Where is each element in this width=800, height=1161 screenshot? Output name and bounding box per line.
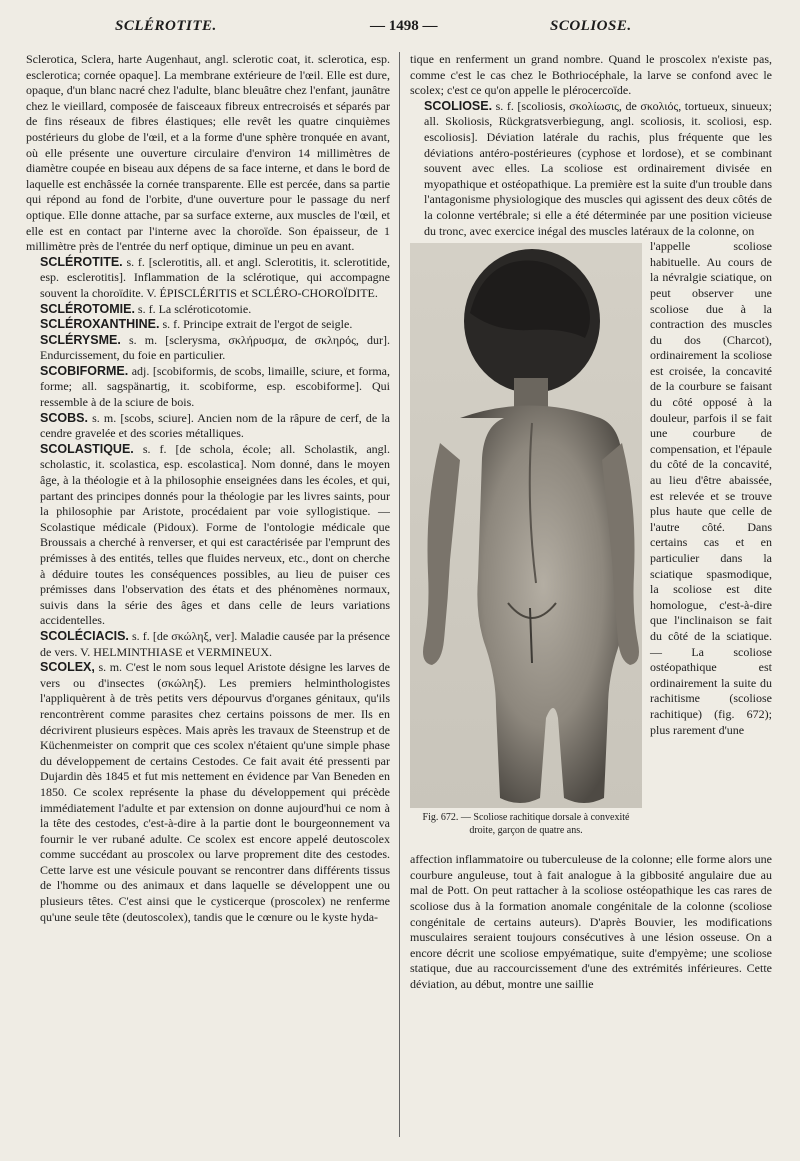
entry-text: s. f. La scléroticotomie.	[137, 301, 252, 316]
entry-text: adj. [scobiformis, de scobs, limaille, sciure, et forma, forme; all. sagspänartig, it. scobiforme, esp. escobiforme]. Qui ressemble à de la sciure de bois.	[40, 363, 390, 410]
entry-headword: SCOBIFORME.	[40, 363, 129, 378]
page-header	[20, 14, 780, 42]
dictionary-entry	[26, 629, 390, 660]
dictionary-entry	[26, 317, 390, 333]
child-back-illustration	[410, 243, 642, 808]
left-column	[26, 52, 390, 1142]
page-number: — 1498 —	[370, 18, 438, 34]
figure-caption: Fig. 672. — Scoliose rachitique dorsale à convexité droite, garçon de quatre ans.	[422, 812, 630, 836]
entry-text: s. m. [sclerysma, σκλήρυσμα, de σκληρός, dur]. Endurcissement, du foie en particulier.	[40, 332, 390, 363]
entry-text: s. f. [scoliosis, σκολίωσις, de σκολιός, tortueux, sinueux; all. Skoliosis, Rückgratsverbiegung, angl. scoliosis, it. scoliosi, esp. escoliosis]. Déviation latérale du rachis, plus fréquente que les déviations antéro-postérieures (cyphose et lordose), et se combinant souvent avec elles. La scoliose est ordinairement divisée en myopathique et ostéopathique. La première est la suite d'un trouble dans l'antagonisme physiologique des muscles qui agissent des deux côtés de la colonne vertébrale; si elle a été déterminée par une position vicieuse du tronc, avec exercice inégal des muscles latéraux de la colonne, on	[424, 98, 772, 238]
dictionary-entry	[26, 411, 390, 442]
entry-text: s. m. [scobs, sciure]. Ancien nom de la râpure de cerf, de la cendre gravelée et des scories métalliques.	[40, 410, 390, 441]
entry-text: s. f. [de schola, école; all. Scholastik, angl. scholastic, it. scolastica, esp. escolastica]. Nom donné, dans le moyen âge, à la théologie et à la philosophie enseignées dans les écoles, et qui, partant des principes donnés pour la théologie par les livres saints, pour la philosophie par Aristote, procédaient par voie syllogistique. — Scolastique médicale (Pidoux). Forme de l'ontologie médicale que Broussais a cherché à renverser, et qui est caractérisée par l'emprunt des prémisses à des entités, telles que fluides nerveux, etc., dont on cherche à déduire toutes les conséquences possibles, au lieu de puiser ces prémisses dans l'observation des états et des phénomènes normaux, suivis dans la série des âges et dans celle de leurs variations accidentelles.	[40, 441, 390, 628]
entry-text: l'appelle scoliose habituelle. Au cours de la névralgie sciatique, on peut observer une scoliose due à la contraction des muscles du dos (Charcot), ordinairement la scoliose est croisée, la concavité de la courbure se faisant du côté opposé à la douleur, parfois il se fait une courbure de compensation, et l'épaule du côté de la concavité, au lieu d'être abaissée, est relevée et se trouve plus haute que celle de l'autre côté. Dans certains cas et en particulier dans la sciatique spasmodique, la scoliose est dite homologue, c'est-à-dire que l'inclinaison se fait du côté de la sciatique. — La scoliose ostéopathique est ordinairement la suite du rachitisme (scoliose rachitique) (fig. 672); plus rarement d'une	[650, 239, 772, 737]
entry-text-bottom	[410, 852, 772, 992]
dictionary-entry	[26, 364, 390, 411]
entry-headword: SCLÉROTITE.	[40, 254, 123, 269]
dictionary-entry	[26, 660, 390, 925]
entry-text: Sclerotica, Sclera, harte Augenhaut, angl. sclerotic coat, it. sclerotica, esp. esclerotica; cornée opaque]. La membrane extérieure de l'œil. Elle est dure, opaque, d'un blanc nacré chez l'adulte, blanc bleuâtre chez l'enfant, jaunâtre chez le vieillard, composée de faisceaux fibreux entrecroisés et séparés par de fins réseaux de fibres élastiques; elle revêt les quatre cinquièmes postérieurs du globe de l'œil, et a la forme d'une sphère tronquée en avant, où elle présente une ouverture circulaire d'environ 14 millimètres de diamètre coupée en biseau aux dépens de sa face interne, et dans le bord de laquelle est enchâssée la cornée transparente. Elle est percée, dans sa partie qui répond au fond de l'orbite, d'une ouverture pour le passage du nerf optique. Elle donne attache, par sa surface externe, aux muscles de l'œil, et elle est en contact par l'interne avec la choroïde. Son épaisseur, de 1 millimètre près de l'entrée du nerf optique, diminue un peu en avant.	[26, 52, 390, 254]
entry-headword: SCLÉROXANTHINE.	[40, 317, 160, 332]
entry-headword: SCOLASTIQUE.	[40, 441, 134, 456]
running-head-left: SCLÉROTITE.	[115, 18, 217, 34]
entry-text: s. f. [sclerotitis, all. et angl. Sclerotitis, it. sclerotitide, esp. esclerotitis]. Inflammation de la sclérotique, qui accompagne souvent la choroïdite. V. ÉPISCLÉRITIS et SCLÉRO-CHOROÏDITE.	[40, 254, 390, 300]
dictionary-entry	[26, 442, 390, 629]
entry-headword: SCOLEX,	[40, 660, 95, 675]
right-column	[410, 52, 772, 1142]
entry-text: s. f. [de σκώληξ, ver]. Maladie causée par la présence de vers. V. HELMINTHIASE et VERMINEUX.	[40, 628, 390, 659]
column-divider	[399, 52, 400, 1137]
dictionary-entry	[26, 333, 390, 364]
entry-text: tique en renferment un grand nombre. Quand le proscolex n'existe pas, comme c'est le cas chez le Bothriocéphale, la larve se confond avec le scolex; c'est ce qu'on appelle le plérocercoïde.	[410, 52, 772, 98]
entry-continuation	[410, 52, 772, 99]
entry-headword: SCOLÉCIACIS.	[40, 628, 129, 643]
dictionary-entry	[26, 255, 390, 302]
entry-text: s. f. Principe extrait de l'ergot de seigle.	[162, 317, 353, 332]
entry-text: s. m. C'est le nom sous lequel Aristote désigne les larves de vers ou d'insectes (σκώληξ). Les premiers helminthologistes l'appliquèrent à de très petits vers dépourvus d'organes génitaux, qu'ils rencontrèrent comme parasites chez certains poissons de mer. Ils en décrivirent plusieurs espèces. Mais après les travaux de Steenstrup et de Küchenmeister on comprit que ces scolex n'étaient qu'une simple phase du développement de certains Cestodes. Ce fait avait été pressenti par Dujardin dès 1845 et fut mis nettement en évidence par Van Beneden en 1850. Ce scolex représente la phase du développement qui précède immédiatement l'adulte et par extension on donne aujourd'hui ce nom à la tête des cestodes, c'est-à-dire à la partie dont le bourgeonnement va fournir le ver rubané adulte. Ce scolex est encore appelé deutoscolex comme succédant au proscolex ou larve proprement dite des cestodes. Cette larve est une vésicule pouvant se rencontrer dans différents tissus de l'homme ou des animaux et dans laquelle se développent une ou plusieurs têtes. C'est ainsi que le cysticerque (proscolex) ne renferme qu'une seule tête (deutoscolex), tandis que le cœnure ou le kyste hyda-	[40, 660, 390, 924]
dictionary-entry	[26, 302, 390, 318]
entry-text: affection inflammatoire ou tuberculeuse de la colonne; elle forme alors une courbure anguleuse, tout à fait analogue à la gibbosité angulaire due au mal de Pott. On peut rattacher à la scoliose ostéopathique les cas rares de scoliose dus à la formation anomale congénitale de la colonne (scoliose congénitale de certains auteurs). D'après Bouvier, les modifications musculaires seraient toujours consécutives à une lésion osseuse. On a encore décrit une scoliose empyématique, suite d'empyème; une scoliose statique, due au raccourcissement d'une des extrémités inférieures. Cette déviation, au début, montre une saillie	[410, 852, 772, 991]
entry-headword: SCLÉROTOMIE.	[40, 301, 135, 316]
dictionary-entry	[410, 99, 772, 239]
dictionary-entry	[26, 52, 390, 255]
running-head-right: SCOLIOSE.	[550, 18, 632, 34]
figure	[410, 243, 642, 848]
entry-headword: SCOLIOSE.	[424, 98, 493, 113]
entry-headword: SCOBS.	[40, 410, 88, 425]
figure-photograph	[410, 243, 642, 808]
entry-headword: SCLÉRYSME.	[40, 332, 121, 347]
